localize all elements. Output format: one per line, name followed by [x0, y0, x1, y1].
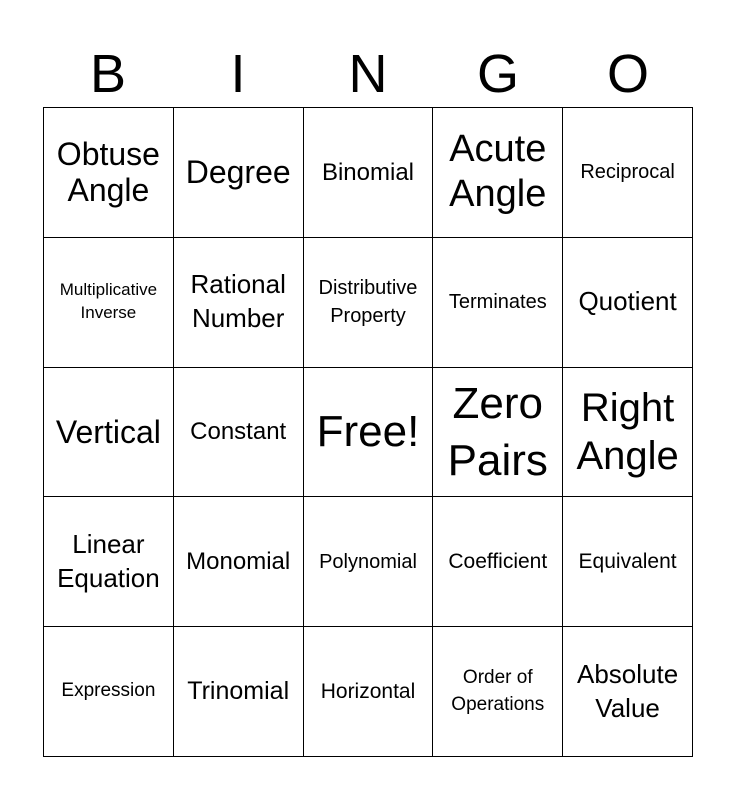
- free-space-text: Free!: [316, 407, 420, 457]
- bingo-header: [43, 40, 693, 108]
- bingo-cell: [44, 238, 174, 368]
- bingo-cell: [304, 108, 434, 238]
- header-letter-g: G: [476, 44, 519, 104]
- bingo-cell: [44, 368, 174, 498]
- bingo-cell: [433, 368, 563, 498]
- bingo-cell: [174, 627, 304, 757]
- cell-text: Equivalent: [578, 550, 677, 574]
- cell-text: Constant: [190, 418, 287, 446]
- header-letter-o: O: [606, 44, 649, 104]
- cell-text: Quotient: [578, 286, 677, 317]
- bingo-cell: [44, 627, 174, 757]
- bingo-cell: [563, 238, 693, 368]
- bingo-cell: [563, 627, 693, 757]
- bingo-free-cell: [304, 368, 434, 498]
- bingo-cell: [304, 497, 434, 627]
- cell-text: Trinomial: [187, 677, 290, 706]
- cell-text: Rational Number: [190, 269, 286, 334]
- header-letter-n: N: [348, 44, 388, 104]
- bingo-cell: [563, 368, 693, 498]
- bingo-cell: [174, 368, 304, 498]
- bingo-cell: [174, 108, 304, 238]
- header-letter-b: B: [89, 44, 127, 104]
- cell-text: Reciprocal: [580, 161, 675, 184]
- bingo-cell: [304, 238, 434, 368]
- cell-text: Expression: [61, 680, 156, 702]
- bingo-cell: [44, 497, 174, 627]
- bingo-cell: [174, 497, 304, 627]
- cell-text: Degree: [185, 154, 291, 190]
- cell-text: Distributive Property: [318, 277, 418, 328]
- cell-text: Multiplicative Inverse: [59, 280, 158, 323]
- bingo-cell: [433, 627, 563, 757]
- cell-text: Absolute Value: [577, 658, 679, 723]
- cell-text: Horizontal: [320, 679, 416, 703]
- cell-text: Binomial: [321, 158, 415, 186]
- cell-text: Vertical: [55, 413, 161, 450]
- cell-text: Zero Pairs: [447, 378, 548, 485]
- bingo-cell: [563, 497, 693, 627]
- bingo-cell: [433, 238, 563, 368]
- cell-text: Monomial: [186, 548, 291, 576]
- cell-text: Terminates: [448, 291, 547, 314]
- cell-text: Order of Operations: [451, 667, 545, 715]
- cell-text: Linear Equation: [57, 528, 160, 593]
- bingo-cell: [563, 108, 693, 238]
- cell-text: Polynomial: [319, 550, 417, 573]
- bingo-cell: [433, 108, 563, 238]
- bingo-cell: [174, 238, 304, 368]
- bingo-card-grid: [43, 107, 693, 757]
- header-letter-i: I: [230, 44, 246, 104]
- bingo-cell: [44, 108, 174, 238]
- bingo-cell: [433, 497, 563, 627]
- cell-text: Acute Angle: [449, 127, 547, 216]
- bingo-cell: [304, 627, 434, 757]
- cell-text: Coefficient: [448, 550, 548, 574]
- cell-text: Right Angle: [576, 385, 679, 478]
- cell-text: Obtuse Angle: [56, 135, 160, 209]
